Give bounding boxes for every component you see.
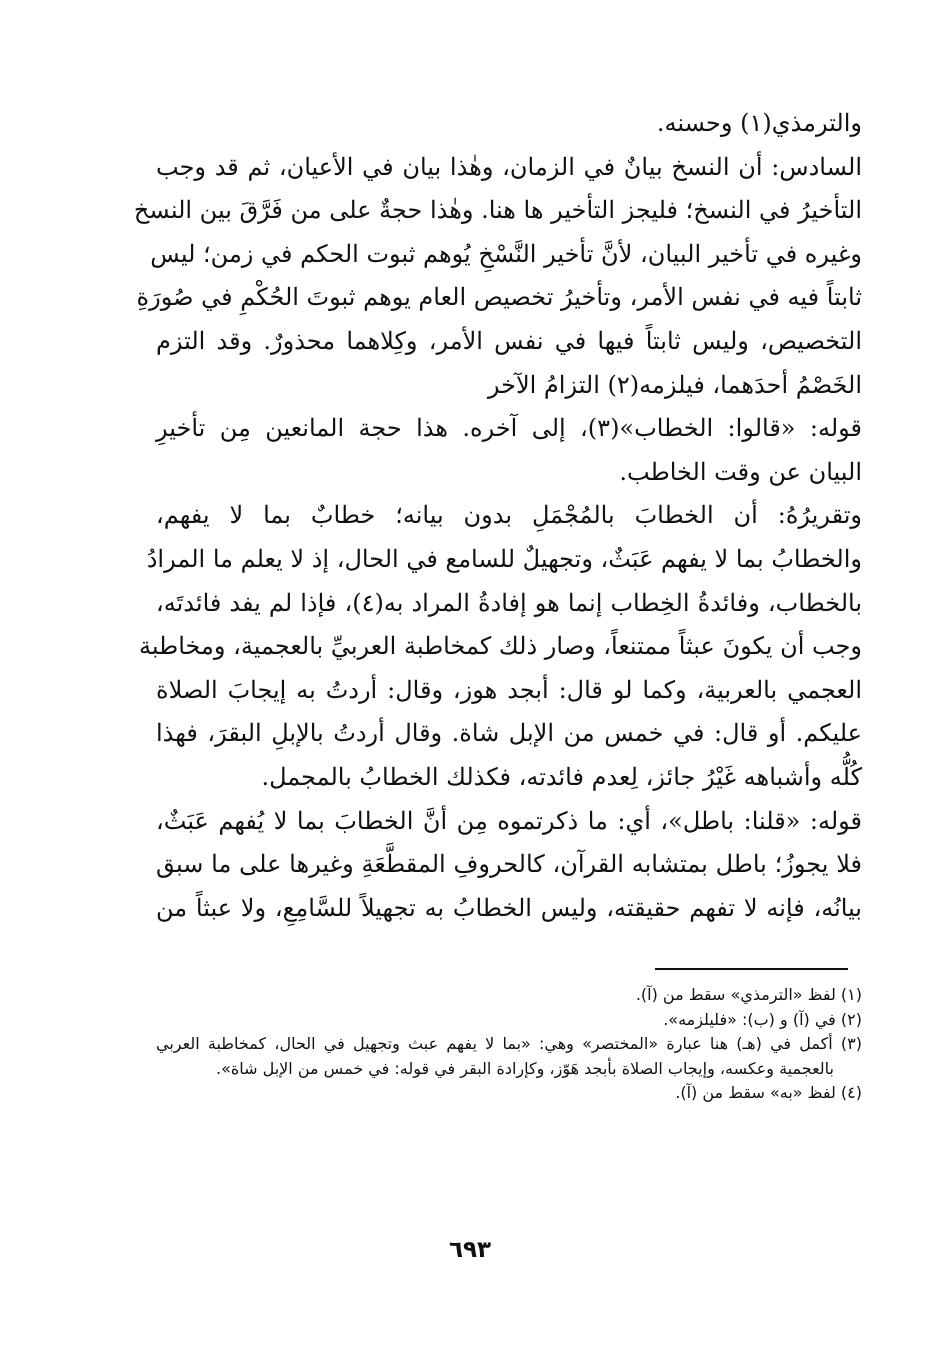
text-line: وجب أن يكونَ عبثاً ممتنعاً، وصار ذلك كمخاطبة العربيِّ بالعجمية، ومخاطبة (139, 632, 862, 661)
footnote: (٢) في (آ) و (ب): «فليلزمه». (663, 1009, 862, 1029)
footnote-separator (655, 968, 848, 970)
text-line: عليكم. أو قال: في خمس من الإبل شاة. وقال أردتُ بالإبلِ البقرَ، فهذا (156, 719, 862, 748)
text-line: ثابتاً فيه في نفس الأمر، وتأخيرُ تخصيص العام يوهم ثبوتَ الحُكْمِ في صُورَةِ (136, 283, 862, 312)
text-line: البيان عن وقت الخاطب. (619, 457, 862, 486)
text-line: كُلُّه وأشباهه غَيْرُ جائز، لِعدم فائدته، فكذلك الخطابُ بالمجمل. (261, 762, 862, 791)
text-line: الخَصْمُ أحدَهما، فيلزمه(٢) التزامُ الآخر (487, 370, 862, 399)
text-line: والخطابُ بما لا يفهم عَبَثٌ، وتجهيلٌ للسامع في الحال، إذ لا يعلم ما المرادُ (146, 544, 862, 573)
text-line: التخصيص، وليس ثابتاً فيها في نفس الأمر، وكِلاهما محذورٌ. وقد التزم (156, 326, 862, 355)
text-line: التأخيرُ في النسخ؛ فليجز التأخير ها هنا. وهٰذا حجةٌ على من فَرَّقَ بين النسخ (133, 196, 862, 225)
page-number: ٦٩٣ (448, 1237, 492, 1263)
text-line: العجمي بالعربية، وكما لو قال: أبجد هوز، وقال: أردتُ به إيجابَ الصلاة (156, 675, 862, 704)
text-line: والترمذي(١) وحسنه. (656, 109, 862, 137)
text-line: بالخطاب، وفائدةُ الخِطاب إنما هو إفادةُ المراد به(٤)، فإذا لم يفد فائدتَه، (156, 588, 863, 617)
footnote: (١) لفظ «الترمذي» سقط من (آ). (635, 985, 862, 1004)
footnote: (٣) أكمل في (هـ) هنا عبارة «المختصر» وهي: «بما لا يفهم عبث وتجهيل في الحال، كمخاطبة العربي (156, 1034, 862, 1053)
text-line: فلا يجوزُ؛ باطل بمتشابه القرآن، كالحروفِ المقطَّعَةِ وغيرها على ما سبق (156, 850, 863, 879)
footnote-continuation: بالعجمية وعكسه، وإيجاب الصلاة بأبجد هَوّز، وكإرادة البقر في قوله: في خمس من الإبل شاة». (215, 1058, 834, 1078)
footnote: (٤) لفظ «به» سقط من (آ). (675, 1083, 862, 1102)
text-line: قوله: «قالوا: الخطاب»(٣)، إلى آخره. هذا حجة المانعين مِن تأخيرِ (156, 414, 862, 443)
footnotes (156, 983, 862, 1106)
text-line: وتقريرُهُ: أن الخطابَ بالمُجْمَلِ بدون بيانه؛ خطابٌ بما لا يفهم، (156, 501, 862, 530)
text-line: قوله: «قلنا: باطل»، أي: ما ذكرتموه مِن أنَّ الخطابَ بما لا يُفهم عَبَثٌ، (156, 806, 862, 835)
text-line: السادس: أن النسخ بيانٌ في الزمان، وهٰذا بيان في الأعيان، ثم قد وجب (156, 152, 862, 181)
text-line: وغيره في تأخير البيان، لأنَّ تأخير النَّسْخِ يُوهم ثبوت الحكم في زمن؛ ليس (150, 239, 862, 268)
text-line: بيانُه، فإنه لا تفهم حقيقته، وليس الخطابُ به تجهيلاً للسَّامِعِ، ولا عبثاً من (156, 893, 862, 922)
main-text (133, 102, 863, 930)
